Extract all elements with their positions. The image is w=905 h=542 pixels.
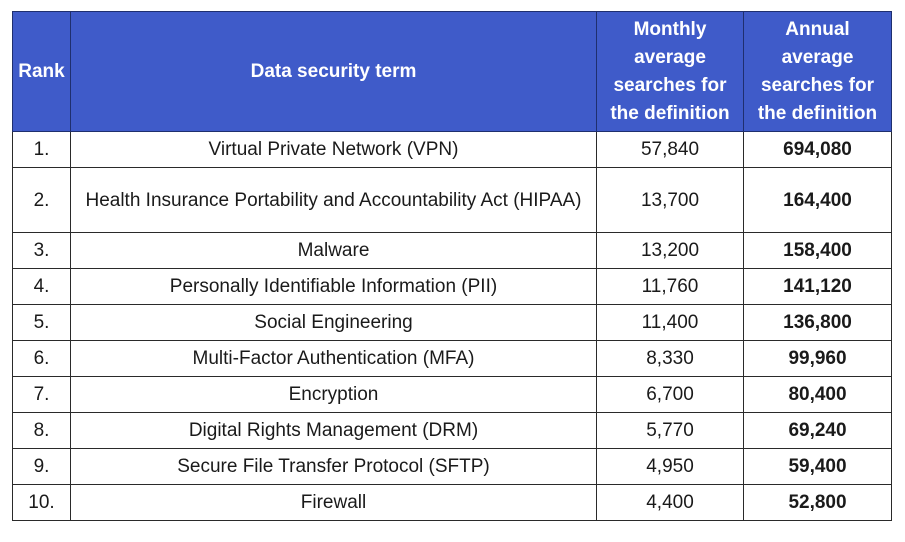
term-cell: Secure File Transfer Protocol (SFTP): [71, 449, 597, 485]
monthly-cell: 8,330: [597, 341, 744, 377]
annual-cell: 52,800: [744, 485, 892, 521]
term-cell: Personally Identifiable Information (PII): [71, 269, 597, 305]
monthly-cell: 5,770: [597, 413, 744, 449]
table-row: [13, 485, 892, 521]
table-row: [13, 341, 892, 377]
table-row: [13, 233, 892, 269]
term-cell: Digital Rights Management (DRM): [71, 413, 597, 449]
annual-cell: 99,960: [744, 341, 892, 377]
term-cell: Health Insurance Portability and Accountability Act (HIPAA): [71, 168, 597, 233]
monthly-cell: 13,700: [597, 168, 744, 233]
annual-cell: 694,080: [744, 132, 892, 168]
rank-cell: 4.: [13, 269, 71, 305]
monthly-cell: 6,700: [597, 377, 744, 413]
table-row: [13, 377, 892, 413]
rank-cell: 7.: [13, 377, 71, 413]
term-cell: Firewall: [71, 485, 597, 521]
header-monthly: Monthly average searches for the definition: [597, 12, 744, 132]
monthly-cell: 4,950: [597, 449, 744, 485]
annual-cell: 136,800: [744, 305, 892, 341]
annual-cell: 59,400: [744, 449, 892, 485]
header-rank: Rank: [13, 12, 71, 132]
rank-cell: 6.: [13, 341, 71, 377]
term-cell: Malware: [71, 233, 597, 269]
header-row: [13, 12, 892, 132]
rank-cell: 9.: [13, 449, 71, 485]
rank-cell: 8.: [13, 413, 71, 449]
table-row: [13, 132, 892, 168]
table-container: [12, 11, 892, 521]
rank-cell: 3.: [13, 233, 71, 269]
term-cell: Virtual Private Network (VPN): [71, 132, 597, 168]
monthly-cell: 13,200: [597, 233, 744, 269]
term-cell: Multi-Factor Authentication (MFA): [71, 341, 597, 377]
table-row: [13, 168, 892, 233]
annual-cell: 158,400: [744, 233, 892, 269]
table-row: [13, 413, 892, 449]
header-annual: Annual average searches for the definition: [744, 12, 892, 132]
table-row: [13, 305, 892, 341]
monthly-cell: 11,400: [597, 305, 744, 341]
rank-cell: 5.: [13, 305, 71, 341]
rank-cell: 10.: [13, 485, 71, 521]
rank-cell: 2.: [13, 168, 71, 233]
search-terms-table: [12, 11, 892, 521]
table-row: [13, 269, 892, 305]
term-cell: Social Engineering: [71, 305, 597, 341]
table-row: [13, 449, 892, 485]
monthly-cell: 57,840: [597, 132, 744, 168]
annual-cell: 164,400: [744, 168, 892, 233]
annual-cell: 69,240: [744, 413, 892, 449]
rank-cell: 1.: [13, 132, 71, 168]
header-term: Data security term: [71, 12, 597, 132]
annual-cell: 141,120: [744, 269, 892, 305]
monthly-cell: 11,760: [597, 269, 744, 305]
annual-cell: 80,400: [744, 377, 892, 413]
monthly-cell: 4,400: [597, 485, 744, 521]
term-cell: Encryption: [71, 377, 597, 413]
